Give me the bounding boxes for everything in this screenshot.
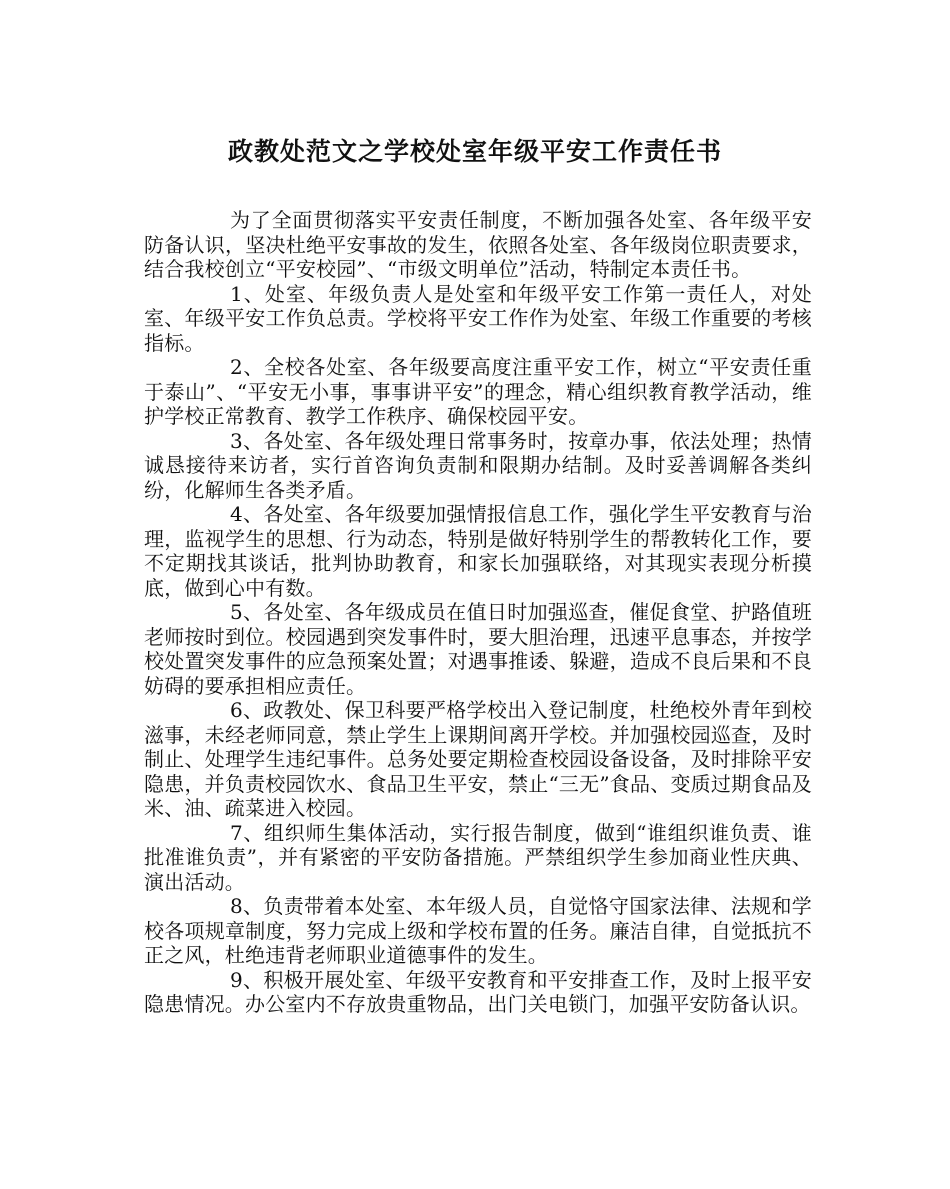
paragraph-item-8: 8、负责带着本处室、本年级人员，自觉恪守国家法律、法规和学校各项规章制度，努力完成上级和学校布置的任务。廉洁自律，自觉抵抗不正之风，杜绝违背老师职业道德事件的发生。 bbox=[144, 894, 812, 967]
paragraph-item-4: 4、各处室、各年级要加强情报信息工作，强化学生平安教育与治理，监视学生的思想、行为动态，特别是做好特别学生的帮教转化工作，要不定期找其谈话，批判协助教育，和家长加强联络，对其现实表现分析摸底，做到心中有数。 bbox=[144, 502, 812, 600]
paragraph-item-1: 1、处室、年级负责人是处室和年级平安工作第一责任人，对处室、年级平安工作负总责。学校将平安工作作为处室、年级工作重要的考核指标。 bbox=[144, 281, 812, 355]
paragraph-intro: 为了全面贯彻落实平安责任制度，不断加强各处室、各年级平安防备认识，坚决杜绝平安事故的发生，依照各处室、各年级岗位职责要求，结合我校创立“平安校园”、“市级文明单位”活动，特制定本责任书。 bbox=[144, 208, 812, 281]
document-title: 政教处范文之学校处室年级平安工作责任书 bbox=[227, 137, 722, 166]
paragraph-item-6: 6、政教处、保卫科要严格学校出入登记制度，杜绝校外青年到校滋事，未经老师同意，禁止学生上课期间离开学校。并加强校园巡查，及时制止、处理学生违纪事件。总务处要定期检查校园设备设备，及时排除平安隐患，并负责校园饮水、食品卫生平安，禁止“三无”食品、变质过期食品及米、油、疏菜进入校园。 bbox=[144, 698, 812, 820]
document-body bbox=[144, 208, 812, 1017]
paragraph-item-7: 7、组织师生集体活动，实行报告制度，做到“谁组织谁负责、谁批准谁负责”，并有紧密的平安防备措施。严禁组织学生参加商业性庆典、演出活动。 bbox=[144, 820, 812, 894]
paragraph-item-5: 5、各处室、各年级成员在值日时加强巡查，催促食堂、护路值班老师按时到位。校园遇到突发事件时，要大胆治理，迅速平息事态，并按学校处置突发事件的应急预案处置；对遇事推诿、躲避，造成不良后果和不良妨碍的要承担相应责任。 bbox=[144, 600, 812, 698]
paragraph-item-3: 3、各处室、各年级处理日常事务时，按章办事，依法处理；热情诚恳接待来访者，实行首咨询负责制和限期办结制。及时妥善调解各类纠纷，化解师生各类矛盾。 bbox=[144, 428, 812, 502]
paragraph-item-2: 2、全校各处室、各年级要高度注重平安工作，树立“平安责任重于泰山”、“平安无小事，事事讲平安”的理念，精心组织教育教学活动，维护学校正常教育、教学工作秩序、确保校园平安。 bbox=[144, 355, 812, 428]
paragraph-item-9: 9、积极开展处室、年级平安教育和平安排查工作，及时上报平安隐患情况。办公室内不存放贵重物品，出门关电锁门，加强平安防备认识。 bbox=[144, 967, 812, 1016]
